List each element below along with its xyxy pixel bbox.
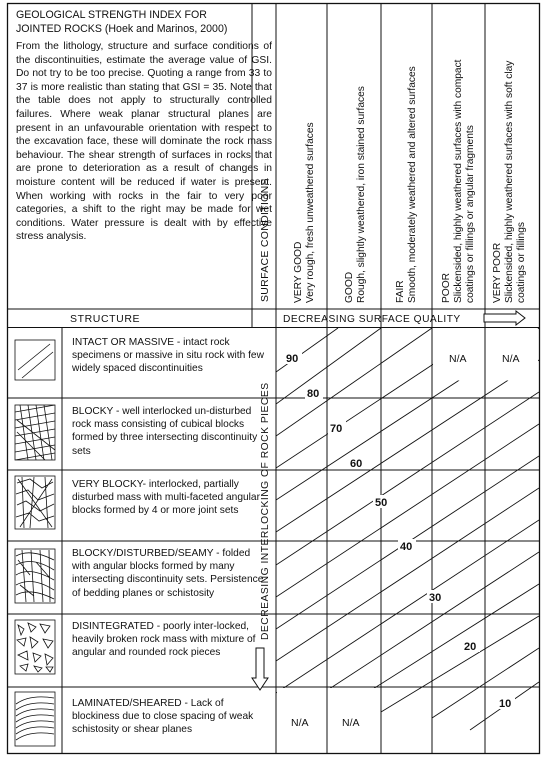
sketch-intact (15, 340, 55, 380)
sketch-seamy (15, 549, 55, 603)
header-dividers (62, 3, 485, 753)
col-desc-good: Rough, slightly weathered, iron stained surfaces (356, 86, 367, 303)
row-desc-very-blocky: VERY BLOCKY- interlocked, partially disturbed mass with multi-faceted angular blocks formed by 4 or more joint sets (72, 479, 260, 517)
sketch-blocky (15, 405, 55, 460)
col-desc2-poor: coatings or fillings or angular fragments (465, 125, 476, 303)
col-name-good: GOOD (344, 271, 355, 303)
gsi-value-labels (284, 351, 515, 710)
col-desc-poor: Slickensided, highly weathered surfaces with compact (453, 59, 464, 303)
column-headers (293, 59, 527, 303)
decreasing-interlocking-label: DECREASING INTERLOCKING OF ROCK PIECES (260, 382, 271, 640)
contour-75 (276, 328, 432, 436)
interlocking-arrow (252, 648, 268, 690)
structure-sketches (15, 340, 55, 746)
na-verypoor-intact: N/A (502, 353, 520, 365)
surface-conditions-label: SURFACE CONDITIONS (259, 178, 271, 302)
row-desc-blocky: BLOCKY - well interlocked un-disturbed rock mass consisting of cubical blocks formed by three intersecting discontinuity sets (72, 406, 258, 457)
sketch-disintegrated (15, 620, 55, 674)
row-desc-blocky-disturbed: BLOCKY/DISTURBED/SEAMY - folded with angular blocks formed by many intersecting discontinuity sets. Persistence of bedding planes or schistosity (72, 548, 264, 599)
col-desc-fair: Smooth, moderately weathered and altered surfaces (407, 66, 418, 303)
contour-40 (276, 488, 539, 661)
row-desc-laminated: LAMINATED/SHEARED - Lack of blockiness due to close spacing of weak schistosity or shear planes (72, 698, 254, 736)
gsi-label-50: 50 (375, 497, 388, 509)
col-name-very-poor: VERY POOR (492, 242, 503, 303)
decreasing-surface-quality-label: DECREASING SURFACE QUALITY (283, 314, 461, 325)
intro-text: From the lithology, structure and surface conditions of the discontinuities, estimate the average value of GSI. Do not try to be too precise. Quoting a range from 33 to 37 is more realistic than stating that GSI = 35. Note that the table does not apply to structurally controlled failures. Where weak planar structural planes are present in an unfavourable orientation with respect to the excavation face, these will dominate the rock mass behaviour. The shear strength of surfaces in rocks that are prone to deterioration as a result of changes in moisture content will be reduced if water is present. When working with rocks in the fair to very poor categories, a shift to the right may be made for wet conditions. Water pressure is dealt with by effective stress analysis. (16, 41, 272, 243)
col-desc-very-poor: Slickensided, highly weathered surfaces with soft clay (504, 60, 515, 303)
title-line-2: JOINTED ROCKS (Hoek and Marinos, 2000) (16, 22, 228, 35)
sketch-very-blocky (15, 476, 55, 529)
gsi-label-20: 20 (464, 641, 477, 653)
gsi-label-30: 30 (429, 592, 442, 604)
col-name-fair: FAIR (395, 280, 406, 303)
gsi-label-10: 10 (499, 698, 512, 710)
col-desc-very-good: Very rough, fresh unweathered surfaces (305, 122, 316, 303)
gsi-label-90: 90 (286, 353, 299, 365)
col-name-very-good: VERY GOOD (293, 241, 304, 303)
col-desc2-very-poor: coatings or fillings (516, 222, 527, 303)
contour-60 (276, 360, 539, 532)
surface-quality-arrow (484, 311, 525, 325)
contour-50 (276, 424, 539, 597)
gsi-label-70: 70 (330, 423, 343, 435)
na-good-laminated: N/A (342, 717, 360, 729)
col-name-poor: POOR (441, 272, 452, 303)
gsi-label-60: 60 (350, 458, 363, 470)
title-line-1: GEOLOGICAL STRENGTH INDEX FOR (16, 9, 207, 21)
row-desc-disintegrated: DISINTEGRATED - poorly inter-locked, heavily broken rock mass with mixture of angular and rounded rock pieces (72, 621, 256, 659)
sketch-laminated (15, 692, 55, 746)
structure-label: STRUCTURE (70, 313, 141, 325)
na-poor-intact: N/A (449, 353, 467, 365)
row-desc-intact: INTACT OR MASSIVE - intact rock specimens or massive in situ rock with few widely spaced discontinuities (72, 337, 264, 375)
contour-80 (276, 328, 381, 404)
na-verygood-laminated: N/A (291, 717, 309, 729)
contour-30 (300, 552, 539, 708)
gsi-label-80: 80 (307, 388, 320, 400)
gsi-label-40: 40 (400, 541, 413, 553)
